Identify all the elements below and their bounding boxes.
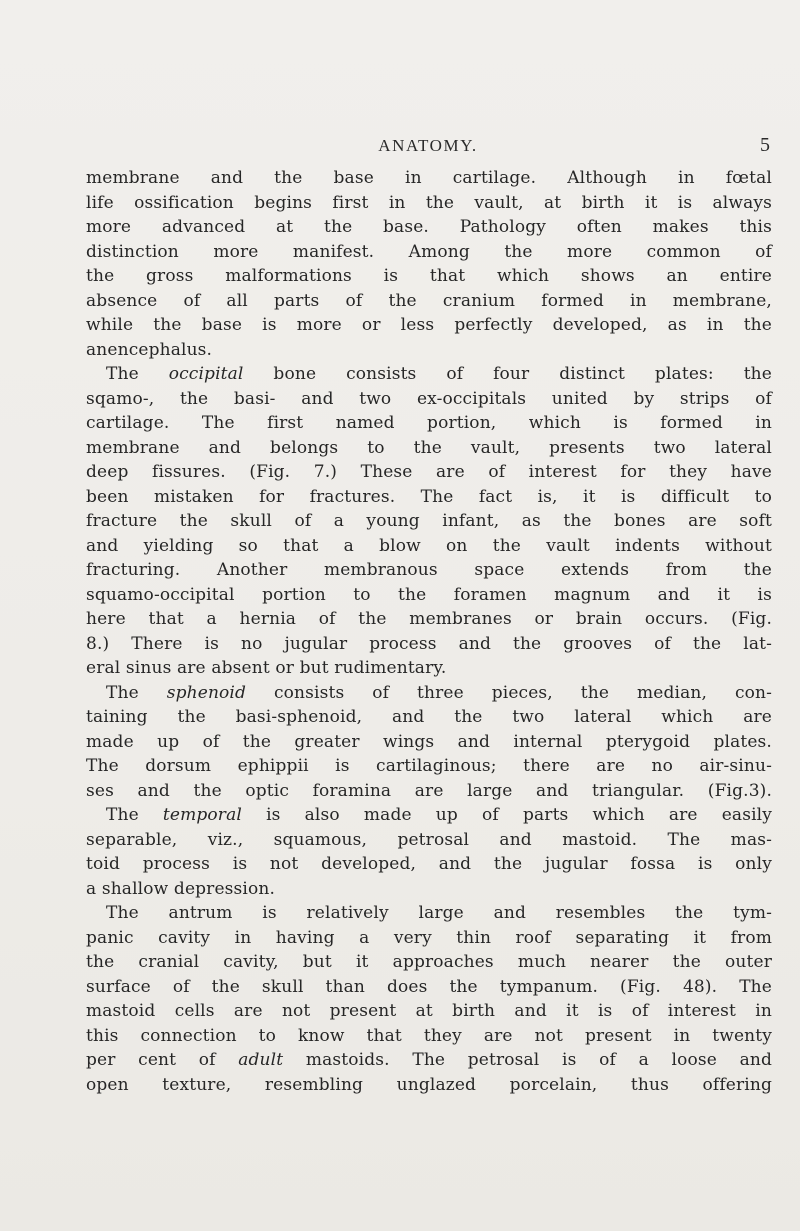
text-line: The antrum is relatively large and resembles the tym- (106, 903, 772, 923)
text-line: made up of the greater wings and internal pterygoid plates. (86, 731, 772, 752)
text-run: The (106, 682, 167, 703)
text-line: fracturing. Another membranous space extends from the (86, 560, 772, 580)
text-run: bone consists of four distinct plates: the (243, 364, 772, 384)
page-number: 5 (760, 134, 770, 156)
text-line: membrane and the base in cartilage. Although in fœtal (86, 168, 772, 188)
text-line: anencephalus. (86, 339, 213, 360)
italic-term: adult (238, 1050, 284, 1070)
text-line: mastoid cells are not present at birth and it is of interest in (86, 1001, 772, 1021)
text-run: per cent of (86, 1050, 239, 1070)
text-line: a shallow depression. (86, 878, 276, 899)
text-line: the gross malformations is that which shows an entire (86, 266, 772, 286)
text-line: 8.) There is no jugular process and the grooves of the lat- (86, 633, 772, 654)
text-line (86, 681, 772, 706)
text-line: squamo-occipital portion to the foramen magnum and it is (86, 584, 772, 605)
text-run: is also made up of parts which are easily (241, 805, 772, 825)
text-line: more advanced at the base. Pathology often makes this (86, 217, 772, 237)
italic-term: occipital (168, 364, 244, 384)
text-line: taining the basi-sphenoid, and the two lateral which are (86, 707, 772, 727)
text-line: deep fissures. (Fig. 7.) These are of interest for they have (86, 462, 772, 482)
text-line: panic cavity in having a very thin roof separating it from (86, 927, 772, 948)
text-line: and yielding so that a blow on the vault indents without (86, 535, 772, 556)
text-line: life ossification begins first in the vault, at birth it is always (86, 192, 772, 213)
text-line: toid process is not developed, and the jugular fossa is only (86, 854, 772, 874)
text-line: membrane and belongs to the vault, presents two lateral (86, 437, 772, 458)
text-line: here that a hernia of the membranes or brain occurs. (Fig. (86, 609, 772, 629)
text-line: this connection to know that they are not present in twenty (86, 1025, 772, 1046)
text-line: cartilage. The first named portion, which is formed in (86, 413, 772, 433)
text-run: The (106, 805, 163, 825)
text-line (86, 362, 772, 387)
text-line: the cranial cavity, but it approaches much nearer the outer (86, 952, 772, 972)
running-head (86, 136, 770, 162)
body-text (86, 166, 772, 1097)
italic-term: sphenoid (166, 682, 247, 703)
text-line: absence of all parts of the cranium formed in membrane, (86, 290, 772, 311)
text-line (86, 1048, 772, 1073)
text-line: eral sinus are absent or but rudimentary. (86, 658, 447, 678)
text-run: mastoids. The petrosal is of a loose and (283, 1050, 772, 1070)
text-run: consists of three pieces, the median, con- (246, 682, 773, 703)
text-line: surface of the skull than does the tympanum. (Fig. 48). The (86, 976, 772, 997)
text-line: ses and the optic foramina are large and triangular. (Fig.3). (86, 780, 772, 801)
text-line: open texture, resembling unglazed porcelain, thus offering (86, 1074, 772, 1095)
text-line: The dorsum ephippii is cartilaginous; there are no air-sinu- (86, 756, 772, 776)
text-line: distinction more manifest. Among the more common of (86, 241, 772, 262)
text-line: while the base is more or less perfectly developed, as in the (86, 315, 772, 335)
italic-term: temporal (162, 805, 242, 825)
text-line: fracture the skull of a young infant, as the bones are soft (86, 511, 772, 531)
text-line: separable, viz., squamous, petrosal and mastoid. The mas- (86, 829, 772, 850)
text-run: The (106, 364, 169, 384)
text-line (86, 803, 772, 828)
running-title: ANATOMY. (378, 136, 478, 155)
text-line: sqamo-, the basi- and two ex-occipitals united by strips of (86, 388, 772, 409)
text-line: been mistaken for fractures. The fact is, it is difficult to (86, 486, 772, 507)
